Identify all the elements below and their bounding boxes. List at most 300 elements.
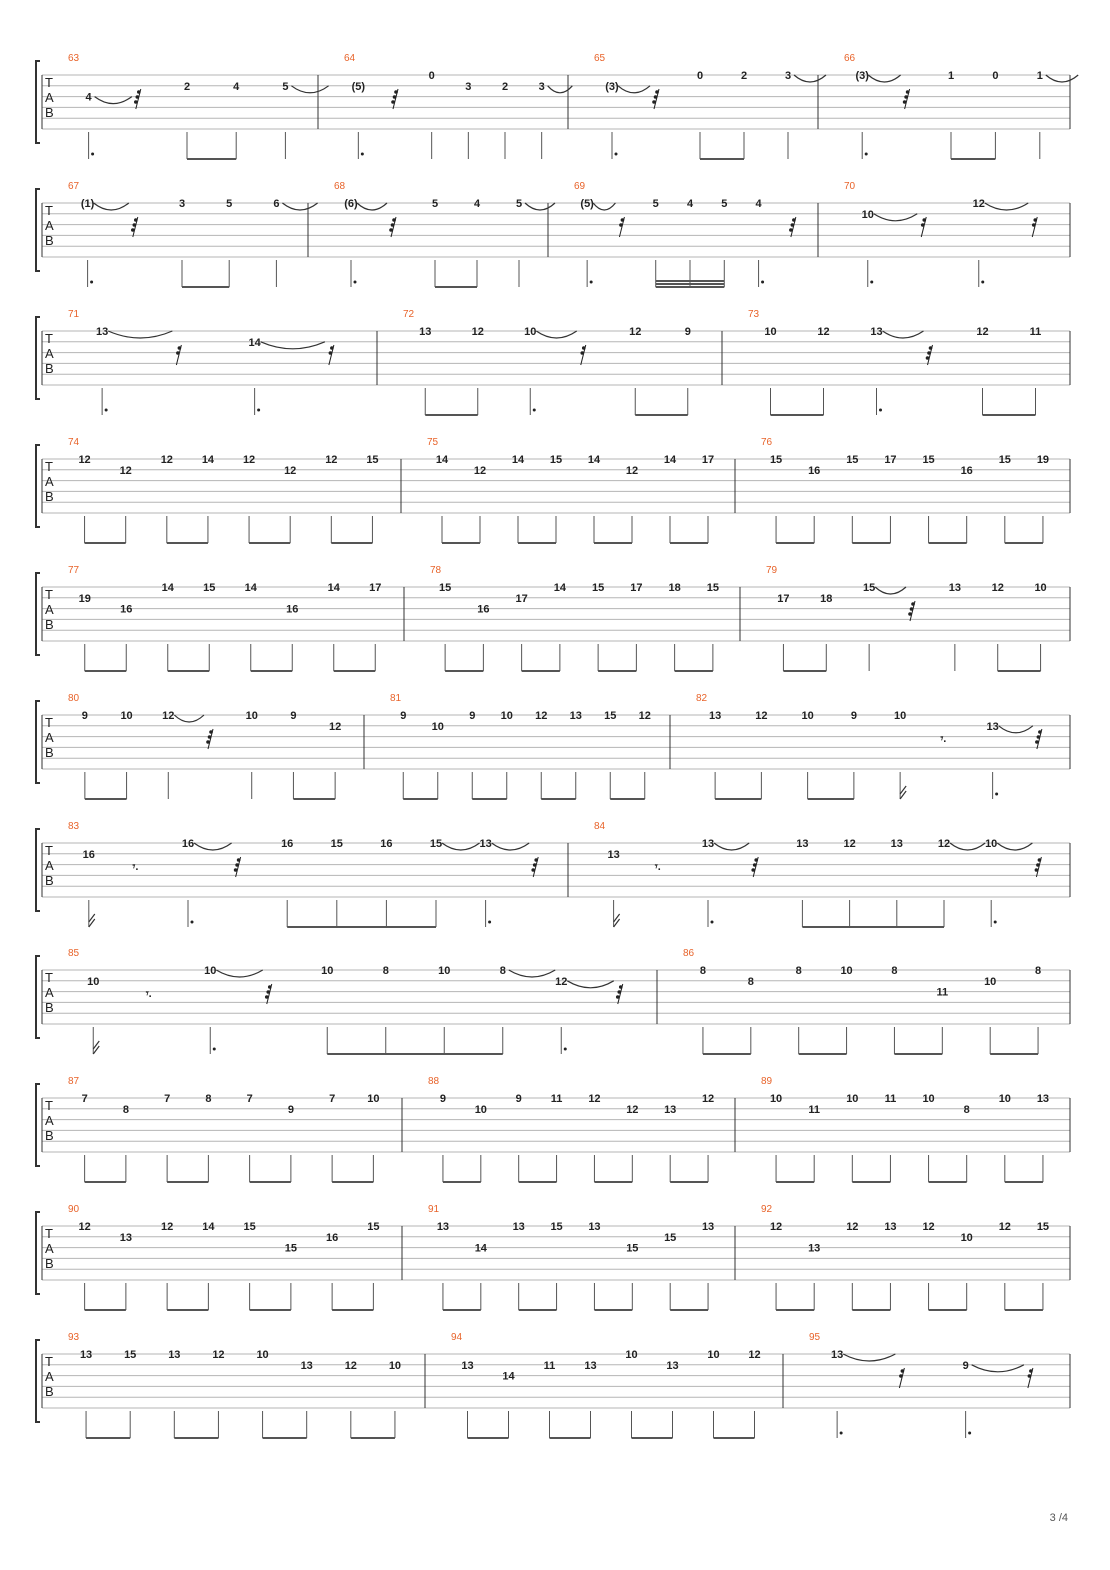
- rest-flag-dot: [393, 95, 397, 99]
- fret-number: 12: [629, 326, 642, 338]
- fret-number: 11: [808, 1103, 821, 1116]
- fret-number: 15: [922, 454, 935, 466]
- rhythm-dot: [191, 921, 194, 924]
- fret-number: 13: [709, 710, 722, 722]
- fret-number: 12: [922, 1221, 935, 1233]
- fret-number: 10: [801, 710, 814, 722]
- rhythm-dot: [995, 793, 998, 796]
- tab-clef-letter: B: [45, 1256, 54, 1271]
- tie-arc: [874, 214, 918, 221]
- fret-number: 13: [607, 848, 620, 861]
- tab-clef-letter: A: [45, 474, 54, 489]
- fret-number: 4: [473, 198, 481, 210]
- fret-number: 15: [243, 1221, 256, 1233]
- fret-number: 16: [960, 464, 973, 477]
- fret-number: 13: [701, 838, 715, 850]
- fret-number: 14: [161, 582, 174, 594]
- fret-number: 15: [863, 582, 876, 594]
- rest-flag-dot: [330, 346, 334, 350]
- fret-number: 12: [212, 1349, 225, 1361]
- system-bracket: [36, 317, 40, 399]
- fret-number: 12: [972, 198, 985, 210]
- fret-number: 11: [884, 1093, 897, 1105]
- measure-number: 81: [390, 693, 402, 704]
- tie-arc: [548, 86, 573, 93]
- measure-number: 66: [844, 53, 856, 64]
- system-bracket: [36, 829, 40, 911]
- fret-number: 8: [963, 1103, 970, 1116]
- eighth-rest-dotted: 𝄾.: [132, 861, 139, 873]
- fret-number: 9: [850, 710, 857, 722]
- fret-number: 0: [992, 70, 999, 82]
- fret-number: 14: [553, 582, 566, 594]
- tie-arc: [618, 86, 650, 93]
- fret-number: 13: [808, 1242, 821, 1255]
- rest-flag-dot: [1035, 868, 1039, 872]
- rest-flag-dot: [178, 346, 182, 350]
- fret-number: 11: [550, 1093, 563, 1105]
- measure-number: 69: [574, 181, 586, 192]
- fret-number: 8: [205, 1093, 212, 1105]
- fret-number: 6: [273, 198, 280, 210]
- measure-number: 84: [594, 821, 606, 832]
- rhythm-dot: [354, 281, 357, 284]
- fret-number: 9: [439, 1093, 446, 1105]
- fret-number: 12: [976, 326, 989, 338]
- rest-flag-dot: [392, 218, 396, 222]
- fret-number: 12: [473, 464, 487, 477]
- fret-number: 13: [569, 710, 582, 722]
- rest-flag-dot: [268, 985, 272, 989]
- tie-arc: [883, 331, 924, 338]
- fret-number: 16: [326, 1231, 339, 1244]
- rest-flag-dot: [1032, 223, 1036, 227]
- tab-clef-letter: T: [45, 587, 53, 602]
- tab-clef-letter: A: [45, 218, 54, 233]
- fret-number: 15: [846, 454, 859, 466]
- measure-number: 83: [68, 821, 80, 832]
- fret-number: 13: [796, 838, 809, 850]
- fret-number: 13: [168, 1349, 181, 1361]
- fret-number: 10: [388, 1359, 402, 1372]
- fret-number: 15: [626, 1242, 639, 1255]
- rhythm-dot: [91, 153, 94, 156]
- rest-flag-dot: [619, 985, 623, 989]
- fret-number: 9: [287, 1103, 294, 1116]
- rest-flag-dot: [1038, 730, 1042, 734]
- tab-clef-letter: B: [45, 233, 54, 248]
- fret-number: 12: [846, 1221, 859, 1233]
- measure-number: 72: [403, 309, 415, 320]
- tab-clef-letter: T: [45, 331, 53, 346]
- fret-number: 13: [461, 1359, 474, 1372]
- fret-number: 5: [282, 80, 289, 93]
- tab-clef-letter: T: [45, 1226, 53, 1241]
- rhythm-dot: [90, 281, 93, 284]
- rest-flag-dot: [652, 100, 656, 104]
- fret-number: 10: [625, 1349, 638, 1361]
- fret-number: 8: [699, 965, 706, 977]
- fret-number: 13: [419, 326, 432, 338]
- fret-number: 14: [502, 1370, 515, 1383]
- tab-clef-letter: B: [45, 745, 54, 760]
- tab-clef-letter: B: [45, 617, 54, 632]
- fret-number: (5): [580, 198, 594, 210]
- system-bracket: [36, 189, 40, 271]
- fret-number: 10: [998, 1093, 1011, 1105]
- fret-number: 13: [479, 838, 492, 850]
- measure-number: 93: [68, 1332, 80, 1343]
- eighth-rest-dotted: 𝄾.: [940, 733, 947, 745]
- measure-number: 74: [68, 437, 80, 448]
- rhythm-dot: [711, 921, 714, 924]
- fret-number: 13: [948, 582, 961, 594]
- fret-number: 8: [499, 965, 506, 977]
- fret-number: 9: [290, 710, 297, 722]
- fret-number: 17: [630, 582, 643, 594]
- rest-flag-dot: [237, 858, 241, 862]
- tie-arc: [261, 342, 325, 349]
- rest-flag-dot: [1033, 218, 1037, 222]
- fret-number: 2: [501, 80, 509, 93]
- fret-number: 15: [604, 710, 617, 722]
- fret-number: 13: [300, 1359, 313, 1372]
- fret-number: 17: [777, 592, 790, 605]
- fret-number: 16: [286, 603, 299, 616]
- measure-number: 75: [427, 437, 439, 448]
- rest-flag-dot: [619, 223, 623, 227]
- rhythm-dot: [488, 921, 491, 924]
- rhythm-dot: [994, 921, 997, 924]
- fret-number: 12: [325, 454, 338, 466]
- fret-number: 10: [707, 1349, 720, 1361]
- system-bracket: [36, 61, 40, 143]
- tie-arc: [593, 203, 615, 210]
- fret-number: 1: [1036, 70, 1043, 82]
- rhythm-dot: [590, 281, 593, 284]
- fret-number: 13: [831, 1349, 844, 1361]
- fret-number: 0: [696, 70, 704, 82]
- tie-arc: [357, 203, 387, 210]
- fret-number: 10: [431, 720, 444, 733]
- rhythm-dot: [840, 1432, 843, 1435]
- fret-number: 13: [96, 326, 109, 338]
- measure-number: 80: [68, 693, 80, 704]
- system-bracket: [36, 956, 40, 1038]
- fret-number: 10: [894, 710, 907, 722]
- tab-clef-letter: A: [45, 1113, 54, 1128]
- tie-arc: [972, 1365, 1024, 1372]
- fret-number: 12: [998, 1221, 1011, 1233]
- tie-arc: [1046, 75, 1078, 82]
- sixteenth-flag: [614, 914, 620, 927]
- fret-number: 16: [82, 848, 95, 861]
- fret-number: 4: [85, 91, 92, 104]
- fret-number: 12: [817, 326, 830, 338]
- tab-clef-letter: B: [45, 1384, 54, 1399]
- rhythm-dot: [879, 409, 882, 412]
- fret-number: 10: [764, 326, 777, 338]
- rest-flag-dot: [621, 218, 625, 222]
- fret-number: 3: [538, 80, 545, 93]
- measure-number: 82: [696, 693, 708, 704]
- measure-number: 79: [766, 565, 778, 576]
- fret-number: 11: [543, 1359, 556, 1372]
- fret-number: 16: [380, 838, 393, 850]
- tie-arc: [174, 715, 204, 722]
- fret-number: 12: [755, 710, 768, 722]
- rest-flag-dot: [136, 95, 140, 99]
- fret-number: 12: [701, 1093, 715, 1105]
- fret-number: 9: [469, 710, 476, 722]
- rest-flag-dot: [791, 223, 795, 227]
- fret-number: 12: [555, 975, 568, 988]
- fret-number: 14: [244, 582, 257, 594]
- fret-number: 12: [344, 1359, 357, 1372]
- rhythm-dot: [564, 1048, 567, 1051]
- fret-number: 4: [233, 80, 240, 93]
- rest-flag-dot: [206, 740, 210, 744]
- tie-arc: [525, 203, 555, 210]
- fret-number: 1: [947, 70, 955, 82]
- tie-arc: [108, 331, 172, 338]
- fret-number: 11: [936, 986, 949, 999]
- fret-number: 15: [429, 838, 443, 850]
- fret-number: 13: [1036, 1093, 1050, 1105]
- tab-clef-letter: B: [45, 1128, 54, 1143]
- fret-number: 15: [284, 1242, 297, 1255]
- fret-number: 2: [183, 80, 191, 93]
- fret-number: 4: [755, 198, 762, 210]
- rest-flag-dot: [134, 100, 138, 104]
- fret-number: 7: [329, 1093, 336, 1105]
- fret-number: 18: [668, 582, 681, 594]
- tab-clef-letter: T: [45, 459, 53, 474]
- rest-flag-dot: [792, 218, 796, 222]
- rhythm-dot: [213, 1048, 216, 1051]
- measure-number: 65: [594, 53, 606, 64]
- fret-number: 16: [120, 603, 133, 616]
- fret-number: 10: [524, 326, 537, 338]
- fret-number: 14: [435, 454, 449, 466]
- eighth-rest-dotted: 𝄾.: [145, 988, 152, 1000]
- fret-number: 19: [1036, 454, 1050, 466]
- fret-number: 0: [428, 70, 435, 82]
- fret-number: 18: [820, 592, 833, 605]
- rest-flag-dot: [235, 863, 239, 867]
- rest-flag-dot: [655, 90, 659, 94]
- rest-flag-dot: [789, 228, 793, 232]
- tab-clef-letter: A: [45, 985, 54, 1000]
- tab-clef-letter: B: [45, 1000, 54, 1015]
- fret-number: 15: [550, 1221, 563, 1233]
- tie-arc: [94, 203, 129, 210]
- fret-number: 13: [884, 1221, 897, 1233]
- fret-number: 15: [769, 454, 783, 466]
- measure-number: 95: [809, 1332, 821, 1343]
- measure-number: 70: [844, 181, 856, 192]
- rhythm-dot: [761, 281, 764, 284]
- fret-number: 9: [81, 710, 88, 722]
- sixteenth-flag: [93, 1041, 99, 1054]
- fret-number: 15: [439, 582, 452, 594]
- fret-number: 13: [986, 720, 999, 733]
- measure-number: 86: [683, 948, 695, 959]
- tie-arc: [282, 203, 317, 210]
- fret-number: 12: [162, 710, 175, 722]
- fret-number: (1): [80, 198, 95, 210]
- fret-number: 5: [226, 198, 233, 210]
- fret-number: 13: [664, 1103, 677, 1116]
- tie-arc: [95, 97, 132, 104]
- fret-number: 13: [588, 1221, 601, 1233]
- fret-number: 15: [203, 582, 216, 594]
- fret-number: 15: [664, 1231, 677, 1244]
- fret-number: 7: [246, 1093, 253, 1105]
- fret-number: 3: [178, 198, 186, 210]
- measure-number: 68: [334, 181, 346, 192]
- rest-flag-dot: [904, 95, 908, 99]
- fret-number: 10: [985, 838, 998, 850]
- tie-arc: [997, 843, 1032, 850]
- fret-number: 15: [330, 838, 343, 850]
- fret-number: 12: [471, 326, 484, 338]
- fret-number: 15: [706, 582, 719, 594]
- rest-flag-dot: [910, 607, 914, 611]
- fret-number: 15: [998, 454, 1011, 466]
- fret-number: 8: [382, 965, 389, 977]
- fret-number: 12: [638, 710, 651, 722]
- rest-flag-dot: [389, 228, 393, 232]
- rhythm-dot: [968, 1432, 971, 1435]
- fret-number: 17: [369, 582, 382, 594]
- rest-flag-dot: [1036, 863, 1040, 867]
- fret-number: 3: [465, 80, 472, 93]
- rest-flag-dot: [1035, 740, 1039, 744]
- rest-flag-dot: [137, 90, 141, 94]
- measure-number: 87: [68, 1076, 80, 1087]
- rest-flag-dot: [911, 602, 915, 606]
- tie-arc: [509, 970, 556, 977]
- fret-number: 8: [122, 1103, 129, 1116]
- rest-flag-dot: [899, 1374, 903, 1378]
- tab-clef-letter: T: [45, 843, 53, 858]
- rhythm-dot: [865, 153, 868, 156]
- fret-number: 16: [808, 464, 821, 477]
- fret-number: 3: [784, 70, 792, 82]
- rest-flag-dot: [1029, 1369, 1033, 1373]
- fret-number: 19: [78, 592, 91, 605]
- tie-arc: [492, 843, 530, 850]
- rest-flag-dot: [329, 351, 333, 355]
- fret-number: 17: [884, 454, 897, 466]
- system-bracket: [36, 573, 40, 655]
- rest-flag-dot: [134, 218, 138, 222]
- eighth-rest-dotted: 𝄾.: [654, 861, 661, 873]
- fret-number: 15: [549, 454, 563, 466]
- fret-number: 10: [204, 965, 217, 977]
- fret-number: 8: [795, 965, 802, 977]
- tab-clef-letter: A: [45, 602, 54, 617]
- fret-number: 17: [515, 592, 528, 605]
- tie-arc: [194, 843, 232, 850]
- fret-number: 12: [161, 1221, 174, 1233]
- tab-clef-letter: A: [45, 730, 54, 745]
- fret-number: 15: [366, 454, 379, 466]
- tie-arc: [794, 75, 826, 82]
- fret-number: 10: [245, 710, 258, 722]
- fret-number: 12: [242, 454, 256, 466]
- rest-flag-dot: [901, 1369, 905, 1373]
- fret-number: 2: [740, 70, 748, 82]
- fret-number: 11: [1029, 326, 1042, 338]
- fret-number: 8: [747, 975, 754, 988]
- tab-clef-letter: B: [45, 361, 54, 376]
- fret-number: 10: [984, 975, 997, 988]
- fret-number: 15: [367, 1221, 380, 1233]
- fret-number: 16: [281, 838, 294, 850]
- fret-number: 10: [861, 208, 874, 221]
- fret-number: 13: [701, 1221, 715, 1233]
- fret-number: 13: [666, 1359, 679, 1372]
- fret-number: (5): [351, 80, 366, 93]
- fret-number: 10: [256, 1349, 269, 1361]
- system-bracket: [36, 445, 40, 527]
- fret-number: 12: [284, 464, 297, 477]
- fret-number: 14: [663, 454, 677, 466]
- rest-flag-dot: [617, 990, 621, 994]
- measure-number: 88: [428, 1076, 440, 1087]
- system-bracket: [36, 1340, 40, 1422]
- fret-number: 14: [248, 336, 261, 349]
- fret-number: 8: [1035, 965, 1042, 977]
- fret-number: 12: [769, 1221, 783, 1233]
- fret-number: 12: [588, 1093, 601, 1105]
- fret-number: 10: [846, 1093, 859, 1105]
- fret-number: 12: [843, 838, 856, 850]
- tie-arc: [868, 75, 900, 82]
- fret-number: 9: [962, 1359, 969, 1372]
- tie-arc: [216, 970, 263, 977]
- fret-number: (6): [344, 198, 358, 210]
- tie-arc: [567, 981, 614, 988]
- fret-number: 14: [327, 582, 340, 594]
- system-bracket: [36, 1084, 40, 1166]
- fret-number: 10: [960, 1231, 973, 1244]
- rest-flag-dot: [1028, 1374, 1032, 1378]
- tie-arc: [843, 1354, 895, 1361]
- fret-number: 12: [937, 838, 951, 850]
- rest-flag-dot: [582, 346, 586, 350]
- fret-number: 10: [120, 710, 133, 722]
- measure-number: 73: [748, 309, 760, 320]
- system-bracket: [36, 1212, 40, 1294]
- rest-flag-dot: [209, 730, 213, 734]
- rest-flag-dot: [580, 351, 584, 355]
- sixteenth-flag: [89, 914, 95, 927]
- measure-number: 91: [428, 1204, 440, 1215]
- tab-clef-letter: A: [45, 1369, 54, 1384]
- rest-flag-dot: [133, 223, 137, 227]
- fret-number: 13: [436, 1221, 450, 1233]
- fret-number: 12: [119, 464, 132, 477]
- measure-number: 94: [451, 1332, 463, 1343]
- tie-arc: [442, 843, 480, 850]
- tab-clef-letter: T: [45, 970, 53, 985]
- tab-clef-letter: T: [45, 1098, 53, 1113]
- system-bracket: [36, 701, 40, 783]
- rest-flag-dot: [922, 218, 926, 222]
